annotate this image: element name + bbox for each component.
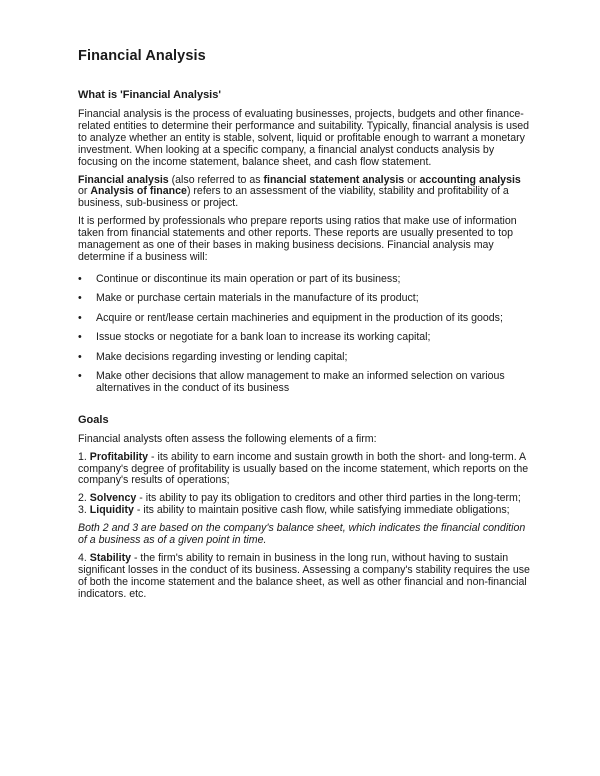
list-item: • Issue stocks or negotiate for a bank loan to increase its working capital;: [78, 332, 533, 344]
balance-sheet-note: Both 2 and 3 are based on the company's balance sheet, which indicates the financial condition of a business as of a given point in time.: [78, 522, 526, 547]
goal-item-liquidity: 3. Liquidity - its ability to maintain positive cash flow, while satisfying immediate obligations;: [78, 504, 510, 517]
list-item: • Make decisions regarding investing or lending capital;: [78, 352, 533, 364]
term-financial-statement-analysis: financial statement analysis: [263, 173, 405, 186]
goal-item-profitability: 1. Profitability - its ability to earn income and sustain growth in both the short- and long-term. A company's degree of profitability is usually based on the income statement, which reports on the company's results of operations;: [78, 450, 529, 487]
goals-section: [78, 414, 533, 601]
professionals-paragraph: It is performed by professionals who prepare reports using ratios that make use of information taken from financial statements and other reports. These reports are usually presented to top management as one of their bases in making business decisions. Financial analysis may determine if a business will:: [78, 215, 517, 263]
goal-item-stability: 4. Stability - the firm's ability to remain in business in the long run, without having to sustain significant losses in the conduct of its business. Assessing a company's stability requires the use of both the income statement and the balance sheet, as well as other financial and non-financial indicators. etc.: [78, 551, 530, 600]
list-item: • Acquire or rent/lease certain machineries and equipment in the production of its goods;: [78, 313, 533, 325]
list-item: • Make or purchase certain materials in the manufacture of its product;: [78, 293, 533, 305]
term-accounting-analysis: accounting analysis: [419, 173, 521, 186]
document-body: [78, 89, 533, 607]
section-heading-goals: Goals: [78, 413, 109, 426]
terms-paragraph: Financial analysis (also referred to as financial statement analysis or accounting analysis or Analysis of finance) refers to an assessment of the viability, stability and profitability of a business, sub-business or project.: [78, 173, 521, 210]
goals-intro: Financial analysts often assess the following elements of a firm:: [78, 432, 377, 445]
page-title: Financial Analysis: [78, 48, 206, 64]
decision-bullet-list: [78, 274, 533, 395]
term-analysis-of-finance: Analysis of finance: [90, 185, 187, 198]
term-financial-analysis: Financial analysis: [78, 173, 169, 186]
list-item: • Make other decisions that allow management to make an informed selection on various alternatives in the conduct of its business: [78, 371, 533, 395]
goal-item-solvency: 2. Solvency - its ability to pay its obligation to creditors and other third parties in the long-term;: [78, 492, 521, 505]
list-item: • Continue or discontinue its main operation or part of its business;: [78, 274, 533, 286]
section-heading-what-is: What is 'Financial Analysis': [78, 89, 221, 101]
definition-paragraph: Financial analysis is the process of evaluating businesses, projects, budgets and other finance-related entities to determine their performance and suitability. Typically, financial analysis is used to analyze whether an entity is stable, solvent, liquid or profitable enough to warrant a monetary investment. When looking at a specific company, a financial analyst conducts analysis by focusing on the income statement, balance sheet, and cash flow statement.: [78, 108, 530, 168]
